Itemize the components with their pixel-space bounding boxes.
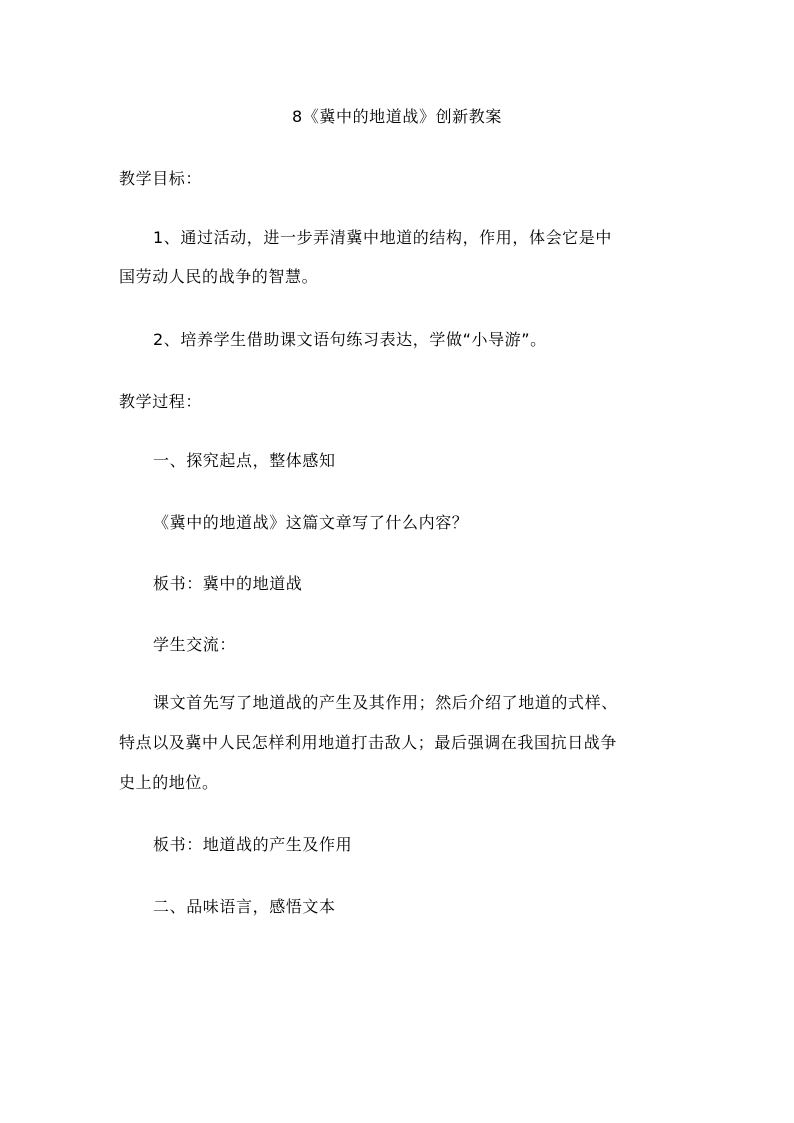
step-2-heading: 二、品味语言，感悟文本 (153, 897, 336, 916)
objective-1-line-2: 国劳动人民的战争的智慧。 (119, 267, 319, 286)
summary-line-1: 课文首先写了地道战的产生及其作用；然后介绍了地道的式样、 (153, 693, 618, 712)
objective-1-line-1: 1、通过活动，进一步弄清冀中地道的结构，作用，体会它是中 (153, 228, 612, 247)
summary-line-3: 史上的地位。 (119, 773, 219, 792)
document-title: 8《冀中的地道战》创新教案 (292, 107, 502, 126)
blackboard-note-2: 板书：地道战的产生及作用 (153, 835, 353, 854)
objective-2: 2、培养学生借助课文语句练习表达，学做“小导游”。 (153, 330, 547, 349)
question-text: 《冀中的地道战》这篇文章写了什么内容？ (153, 513, 469, 532)
student-exchange-label: 学生交流： (153, 635, 237, 654)
section-heading-objectives: 教学目标： (119, 169, 203, 188)
blackboard-note-1: 板书：冀中的地道战 (153, 574, 303, 593)
summary-line-2: 特点以及冀中人民怎样利用地道打击敌人；最后强调在我国抗日战争 (119, 733, 618, 752)
section-heading-process: 教学过程： (119, 392, 203, 411)
step-1-heading: 一、探究起点，整体感知 (153, 451, 336, 470)
